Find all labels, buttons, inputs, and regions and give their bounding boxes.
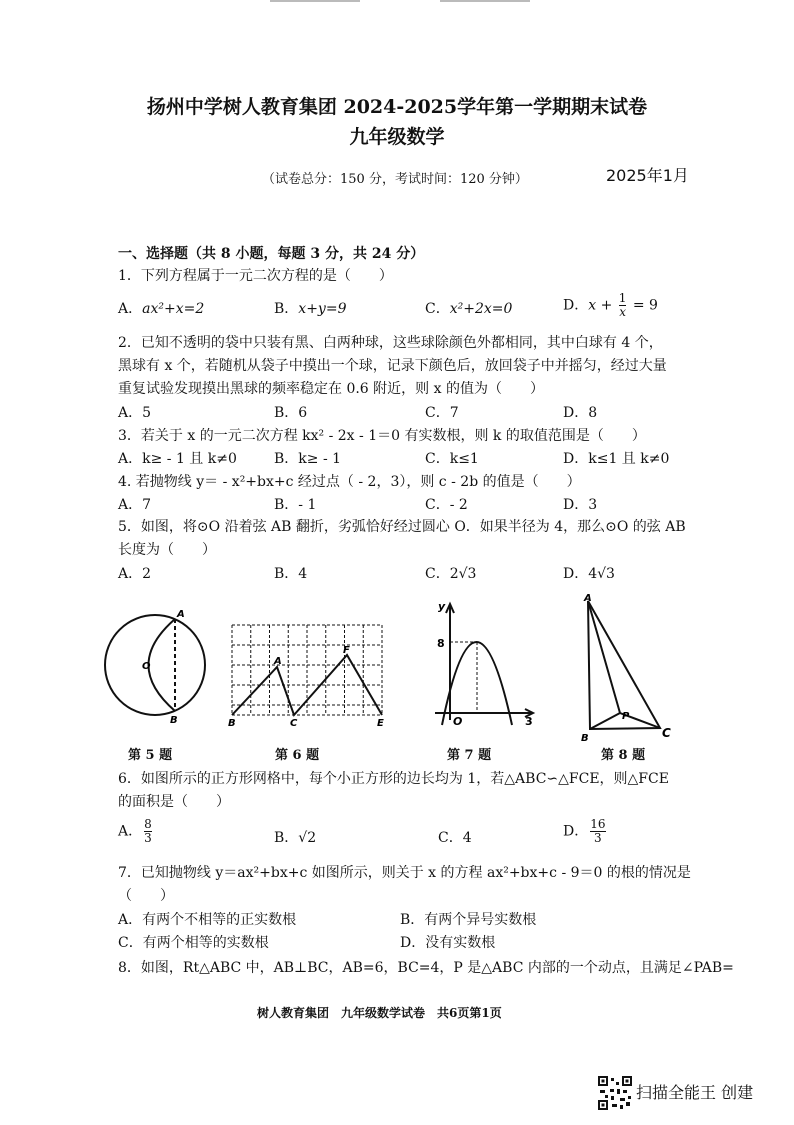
q6-option-b: B．√2 bbox=[274, 830, 317, 846]
q7-line2: （ ） bbox=[118, 888, 174, 904]
q1-option-b: B．x+y=9 bbox=[274, 301, 347, 317]
q2-option-d: D．8 bbox=[563, 405, 598, 421]
label-b: B bbox=[228, 718, 236, 729]
q5-line1: 5．如图，将⊙O 沿着弦 AB 翻折，劣弧恰好经过圆心 O．如果半径为 4，那么⊙O 的弦 AB bbox=[118, 519, 686, 535]
label-a: A bbox=[177, 609, 185, 620]
q5-option-c: C．2√3 bbox=[425, 566, 477, 582]
label-o: O bbox=[142, 661, 151, 672]
q5-line2: 长度为（ ） bbox=[118, 542, 216, 558]
q2-line1: 2．已知不透明的袋中只装有黑、白两种球，这些球除颜色外都相同，其中白球有 4 个， bbox=[118, 335, 663, 351]
exam-title: 扬州中学树人教育集团 2024-2025学年第一学期期末试卷 bbox=[146, 96, 648, 118]
figure-8 bbox=[578, 592, 678, 742]
q3-option-b: B．k≥ - 1 bbox=[274, 451, 342, 467]
q7-option-d: D．没有实数根 bbox=[400, 935, 496, 951]
q6-option-c: C．4 bbox=[438, 830, 472, 846]
exam-meta: （试卷总分：150 分，考试时间：120 分钟） bbox=[262, 172, 528, 187]
q7-option-c: C．有两个相等的实数根 bbox=[118, 935, 269, 951]
q7-line1: 7．已知抛物线 y＝ax²+bx+c 如图所示，则关于 x 的方程 ax²+bx+c - 9＝0 的根的情况是 bbox=[118, 865, 691, 881]
label-p: P bbox=[622, 711, 630, 722]
q2-option-b: B．6 bbox=[274, 405, 308, 421]
q1-stem: 1．下列方程属于一元二次方程的是（ ） bbox=[118, 268, 393, 284]
q4-option-d: D．3 bbox=[563, 497, 598, 513]
q2-option-a: A．5 bbox=[118, 405, 152, 421]
label-c: C bbox=[662, 726, 671, 740]
page-footer: 树人教育集团 九年级数学试卷 共6页第1页 bbox=[257, 1006, 502, 1020]
q6-line1: 6．如图所示的正方形网格中，每个小正方形的边长均为 1，若△ABC∽△FCE，则△FCE bbox=[118, 771, 669, 787]
label-a: A bbox=[584, 593, 592, 604]
q5-option-a: A．2 bbox=[118, 566, 152, 582]
figure-5-caption: 第 5 题 bbox=[128, 748, 173, 763]
circle-o bbox=[105, 615, 205, 715]
q8-stem: 8．如图，Rt△ABC 中，AB⊥BC，AB=6，BC=4，P 是△ABC 内部的一个动点，且满足∠PAB= bbox=[118, 960, 734, 976]
q4-stem: 4. 若抛物线 y＝ - x²+bx+c 经过点（ - 2，3），则 c - 2b 的值是（ ） bbox=[118, 474, 581, 490]
label-x: 3 bbox=[525, 715, 533, 728]
q4-option-c: C．- 2 bbox=[425, 497, 468, 513]
q2-option-c: C．7 bbox=[425, 405, 459, 421]
figure-8-caption: 第 8 题 bbox=[601, 748, 646, 763]
q1-option-c: C．x²+2x=0 bbox=[425, 301, 513, 317]
scan-mark bbox=[270, 0, 360, 2]
exam-subtitle: 九年级数学 bbox=[349, 126, 445, 148]
figure-5 bbox=[100, 605, 210, 730]
q5-option-b: B．4 bbox=[274, 566, 308, 582]
section-title: 一、选择题（共 8 小题，每题 3 分，共 24 分） bbox=[118, 246, 425, 262]
label-e: E bbox=[377, 718, 384, 729]
figure-7-caption: 第 7 题 bbox=[447, 748, 492, 763]
q1-option-a: A．ax²+x=2 bbox=[118, 301, 205, 317]
q3-stem: 3．若关于 x 的一元二次方程 kx² - 2x - 1＝0 有实数根，则 k 的取值范围是（ ） bbox=[118, 428, 646, 444]
q7-option-b: B．有两个异号实数根 bbox=[400, 912, 537, 928]
label-y: y bbox=[438, 600, 446, 613]
exam-date: 2025年1月 bbox=[606, 166, 689, 185]
q3-option-a: A．k≥ - 1 且 k≠0 bbox=[118, 451, 237, 467]
scan-mark bbox=[440, 0, 530, 2]
q6-option-d: D． $\frac{16}{3}$ bbox=[563, 817, 606, 845]
triangle-abc bbox=[588, 601, 660, 729]
label-b: B bbox=[581, 733, 589, 742]
scanner-watermark: 扫描全能王 创建 bbox=[636, 1083, 754, 1102]
label-8: 8 bbox=[437, 637, 445, 650]
figure-6-caption: 第 6 题 bbox=[275, 748, 320, 763]
label-a: A bbox=[274, 656, 282, 667]
label-o: O bbox=[453, 715, 463, 728]
q1-option-d: D．x + $\frac{1}{x}$ = 9 bbox=[563, 291, 658, 319]
q5-option-d: D．4√3 bbox=[563, 566, 615, 582]
qr-code-icon bbox=[598, 1076, 632, 1110]
label-b: B bbox=[170, 715, 178, 726]
q4-option-a: A．7 bbox=[118, 497, 152, 513]
q2-line2: 黑球有 x 个，若随机从袋子中摸出一个球，记录下颜色后，放回袋子中并摇匀，经过大量 bbox=[118, 358, 667, 374]
q3-option-c: C．k≤1 bbox=[425, 451, 479, 467]
figure-7 bbox=[425, 600, 540, 730]
label-c: C bbox=[290, 718, 298, 729]
q6-option-a: A． $\frac{8}{3}$ bbox=[118, 817, 152, 845]
q2-line3: 重复试验发现摸出黑球的频率稳定在 0.6 附近，则 x 的值为（ ） bbox=[118, 381, 544, 397]
q7-option-a: A．有两个不相等的正实数根 bbox=[118, 912, 297, 928]
folded-arc bbox=[149, 619, 176, 711]
q3-option-d: D．k≤1 且 k≠0 bbox=[563, 451, 670, 467]
q4-option-b: B．- 1 bbox=[274, 497, 317, 513]
figure-6 bbox=[222, 615, 397, 730]
q6-line2: 的面积是（ ） bbox=[118, 794, 230, 810]
segment-bp bbox=[590, 713, 620, 729]
label-f: F bbox=[343, 645, 350, 656]
